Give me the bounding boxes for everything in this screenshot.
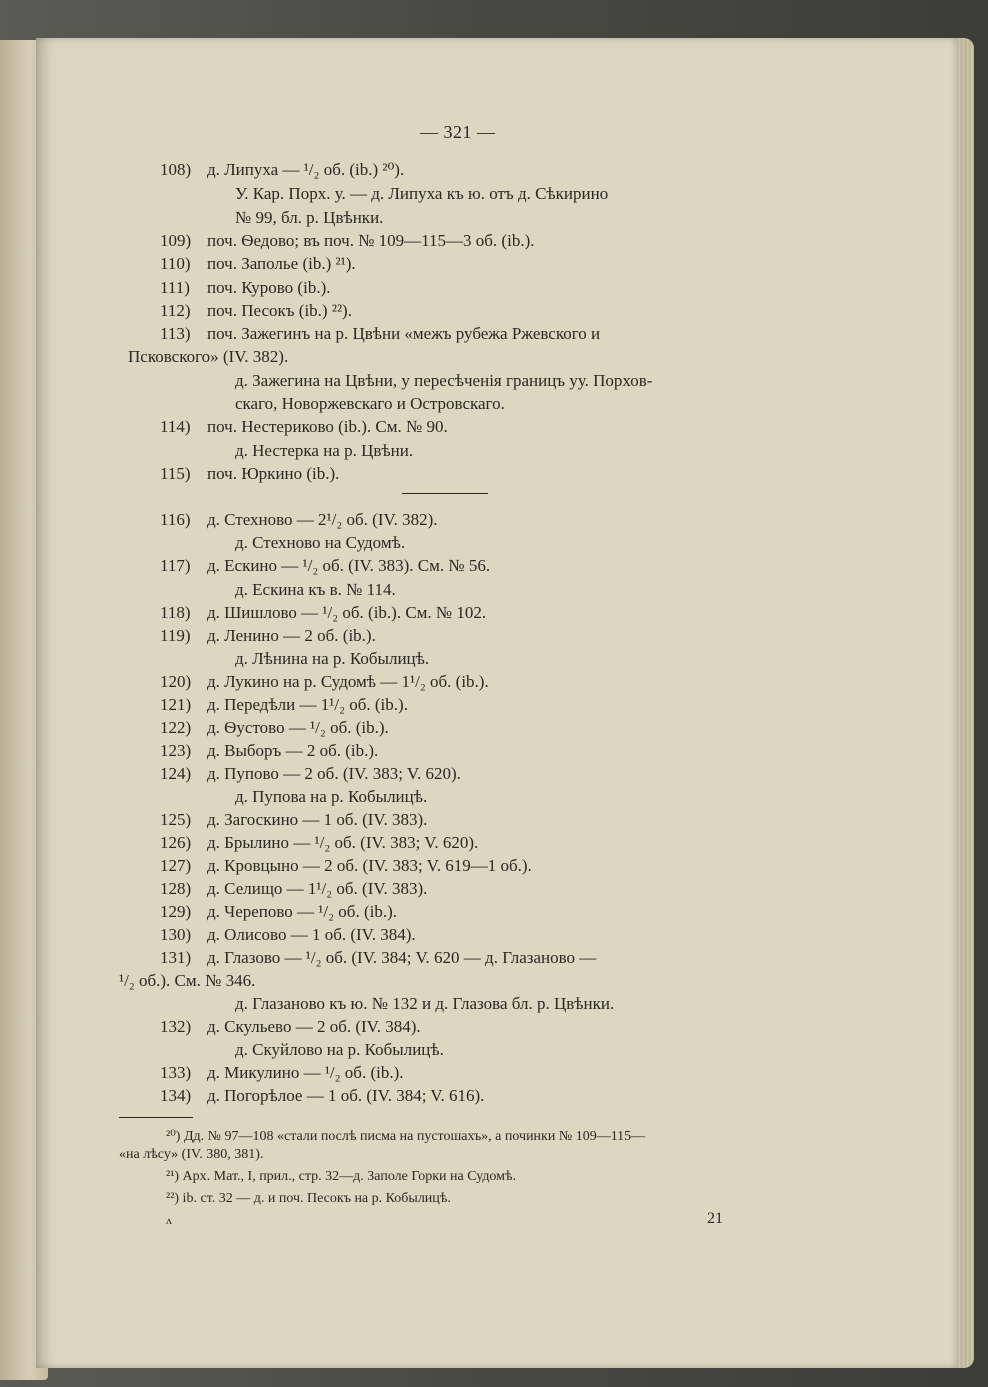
entry-text: поч. Зажегинъ на р. Цвѣни «межъ рубежа Ржевского и <box>207 324 601 343</box>
entry-number: 115) <box>160 464 191 483</box>
entry-text: д. Микулино — ¹/₂ об. (ib.). <box>207 1063 404 1082</box>
footnote: ²¹) Арх. Мат., I, прил., стр. 32—д. Заполе Горки на Судомѣ. <box>166 1169 517 1184</box>
entry-number: 109) <box>160 231 192 250</box>
entry-number: 114) <box>160 417 191 436</box>
entry-text: д. Зажегина на Цвѣни, у пересѣченія границъ уу. Порхов- <box>235 371 653 390</box>
entry-text: д. Ескино — ¹/₂ об. (IV. 383). См. № 56. <box>207 556 491 575</box>
entry-number: 127) <box>160 856 192 875</box>
entry-text: № 99, бл. р. Цвѣнки. <box>235 208 384 227</box>
entry-text: поч. Нестериково (ib.). См. № 90. <box>207 417 448 436</box>
entry-text: д. Скуйлово на р. Кобылицѣ. <box>235 1040 444 1059</box>
entry-text: поч. Юркино (ib.). <box>207 464 340 483</box>
entry-number: 117) <box>160 556 191 575</box>
entry-text: д. Пупова на р. Кобылицѣ. <box>235 787 428 806</box>
page-header: — 321 — <box>420 122 496 142</box>
entry-text: поч. Песокъ (ib.) ²²). <box>207 301 352 320</box>
entry-text: д. Пупово — 2 об. (IV. 383; V. 620). <box>207 764 461 783</box>
entry-text: д. Выборъ — 2 об. (ib.). <box>207 741 379 760</box>
entry-number: 129) <box>160 902 192 921</box>
entry-text: Псковского» (IV. 382). <box>128 347 289 366</box>
entry-text: д. Глазаново къ ю. № 132 и д. Глазова бл. р. Цвѣнки. <box>235 994 615 1013</box>
entry-text: д. Передѣли — 1¹/₂ об. (ib.). <box>207 695 408 714</box>
entry-number: 120) <box>160 672 192 691</box>
entry-text: д. Селищо — 1¹/₂ об. (IV. 383). <box>207 879 428 898</box>
entry-number: 131) <box>160 948 192 967</box>
entry-number: 134) <box>160 1086 192 1105</box>
footnote: ²⁰) Дд. № 97—108 «стали послѣ писма на пустошахъ», а починки № 109—115— <box>166 1129 646 1144</box>
footnote: «на лѣсу» (IV. 380, 381). <box>119 1147 264 1162</box>
entry-number: 128) <box>160 879 192 898</box>
entry-text: д. Скульево — 2 об. (IV. 384). <box>207 1017 421 1036</box>
entry-text: д. Кровцыно — 2 об. (IV. 383; V. 619—1 об.). <box>207 856 532 875</box>
entry-text: д. Липуха — ¹/₂ об. (ib.) ²⁰). <box>207 160 405 179</box>
entry-number: 133) <box>160 1063 192 1082</box>
footnote-divider <box>119 1117 193 1118</box>
entry-number: 132) <box>160 1017 192 1036</box>
signature-number: 21 <box>707 1210 723 1227</box>
entry-number: 121) <box>160 695 192 714</box>
entry-text: д. Ескина къ в. № 114. <box>235 580 396 599</box>
entry-number: 122) <box>160 718 192 737</box>
entry-text: д. Шишлово — ¹/₂ об. (ib.). См. № 102. <box>207 603 487 622</box>
entry-text: д. Стехново на Судомѣ. <box>235 533 406 552</box>
entry-number: 126) <box>160 833 192 852</box>
entry-text: д. Нестерка на р. Цвѣни. <box>235 441 414 460</box>
entry-text: д. Стехново — 2¹/₂ об. (IV. 382). <box>207 510 438 529</box>
entry-text: скаго, Новоржевскаго и Островскаго. <box>235 394 505 413</box>
entry-text: д. Лукино на р. Судомѣ — 1¹/₂ об. (ib.). <box>207 672 489 691</box>
entry-text: поч. Ѳедово; въ поч. № 109—115—3 об. (ib.). <box>207 231 535 250</box>
entry-number: 110) <box>160 254 191 273</box>
entry-number: 124) <box>160 764 192 783</box>
entry-text: д. Погорѣлое — 1 об. (IV. 384; V. 616). <box>207 1086 485 1105</box>
entry-number: 125) <box>160 810 192 829</box>
entry-text: д. Олисово — 1 об. (IV. 384). <box>207 925 416 944</box>
entry-number: 113) <box>160 324 191 343</box>
entry-text: д. Ѳустово — ¹/₂ об. (ib.). <box>207 718 389 737</box>
entry-number: 112) <box>160 301 191 320</box>
printer-signature-mark: ʌ <box>166 1213 172 1227</box>
entry-text: д. Загоскино — 1 об. (IV. 383). <box>207 810 428 829</box>
entry-number: 130) <box>160 925 192 944</box>
entry-text: поч. Курово (ib.). <box>207 278 331 297</box>
footnote: ²²) ib. ст. 32 — д. и поч. Песокъ на р. Кобылицѣ. <box>166 1191 451 1206</box>
entry-text: д. Ленино — 2 об. (ib.). <box>207 626 376 645</box>
entry-number: 111) <box>160 278 190 297</box>
entry-text: д. Брылино — ¹/₂ об. (IV. 383; V. 620). <box>207 833 479 852</box>
entry-text: д. Лѣнина на р. Кобылицѣ. <box>235 649 430 668</box>
entry-text: ¹/₂ об.). См. № 346. <box>119 971 256 990</box>
entry-text: У. Кар. Порх. у. — д. Липуха къ ю. отъ д. Сѣкирино <box>235 184 609 203</box>
entry-text: д. Черепово — ¹/₂ об. (ib.). <box>207 902 397 921</box>
entry-number: 118) <box>160 603 191 622</box>
entry-number: 116) <box>160 510 191 529</box>
entry-text: поч. Заполье (ib.) ²¹). <box>207 254 356 273</box>
entry-number: 123) <box>160 741 192 760</box>
entry-number: 119) <box>160 626 191 645</box>
entry-number: 108) <box>160 160 192 179</box>
entry-text: д. Глазово — ¹/₂ об. (IV. 384; V. 620 — д. Глазаново — <box>207 948 597 967</box>
